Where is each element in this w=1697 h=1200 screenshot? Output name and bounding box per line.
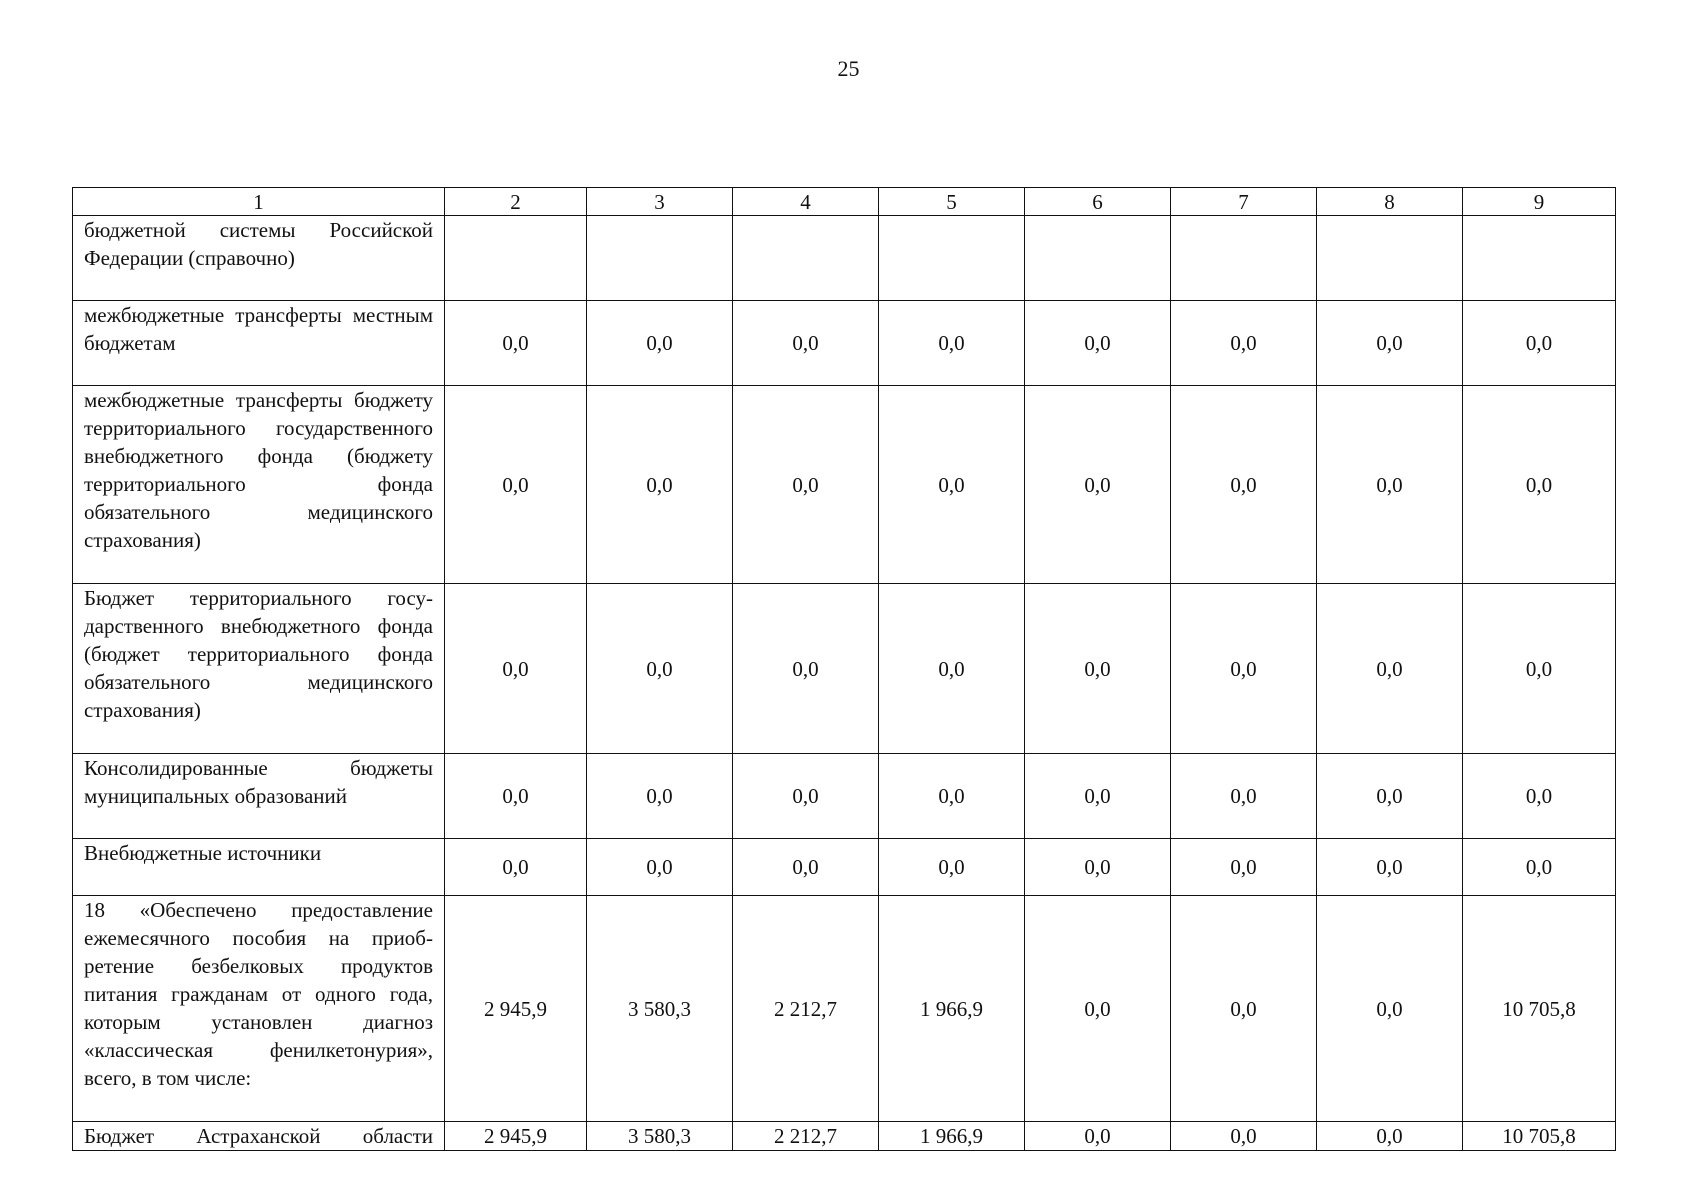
table-cell: 0,0 (879, 754, 1025, 839)
table-cell: 0,0 (1463, 301, 1616, 386)
table-cell: 0,0 (445, 386, 587, 584)
table-row (73, 584, 1616, 754)
column-header: 9 (1463, 188, 1616, 216)
table-cell: 0,0 (587, 301, 733, 386)
table-cell: 0,0 (1317, 584, 1463, 754)
table-cell: 0,0 (879, 839, 1025, 896)
row-label: бюджетной системы Российской Федерации (справочно) (73, 216, 445, 301)
table-cell: 10 705,8 (1463, 896, 1616, 1122)
table-cell: 0,0 (1171, 584, 1317, 754)
table-cell: 0,0 (445, 754, 587, 839)
column-header: 1 (73, 188, 445, 216)
table-cell: 0,0 (1317, 896, 1463, 1122)
table-cell: 0,0 (587, 386, 733, 584)
table-cell: 0,0 (1317, 754, 1463, 839)
table-cell: 0,0 (1463, 584, 1616, 754)
table-row (73, 301, 1616, 386)
row-label: 18 «Обеспечено предоставление ежемесячного пособия на приобретение безбелковых продуктов питания гражданам от одного года, которым установлен диагноз «классическая фенилкетонурия», всего, в том числе: (73, 896, 445, 1122)
table-cell: 0,0 (1025, 1122, 1171, 1151)
table-cell: 0,0 (445, 301, 587, 386)
row-label: Консолидированные бюджеты муниципальных образований (73, 754, 445, 839)
table-cell: 0,0 (445, 584, 587, 754)
table-cell: 0,0 (879, 584, 1025, 754)
page-number: 25 (837, 56, 860, 81)
table-header-row (73, 188, 1616, 216)
table-cell: 0,0 (1317, 301, 1463, 386)
table-cell: 0,0 (587, 584, 733, 754)
table-cell: 0,0 (1025, 584, 1171, 754)
column-header: 3 (587, 188, 733, 216)
table-cell: 0,0 (1171, 1122, 1317, 1151)
table-cell: 0,0 (1463, 754, 1616, 839)
table-row (73, 839, 1616, 896)
column-header: 5 (879, 188, 1025, 216)
table-cell: 0,0 (733, 754, 879, 839)
table-cell: 0,0 (1171, 896, 1317, 1122)
table-row (73, 754, 1616, 839)
table-row (73, 1122, 1616, 1151)
column-header: 6 (1025, 188, 1171, 216)
table-cell: 2 945,9 (445, 896, 587, 1122)
table-cell: 3 580,3 (587, 896, 733, 1122)
table-row (73, 386, 1616, 584)
table-cell: 0,0 (1025, 839, 1171, 896)
budget-table (72, 187, 1616, 1151)
table-cell (1171, 216, 1317, 301)
table-cell: 0,0 (1171, 839, 1317, 896)
table-cell: 0,0 (1025, 896, 1171, 1122)
table-cell: 0,0 (733, 584, 879, 754)
table-cell: 0,0 (879, 301, 1025, 386)
table-cell: 0,0 (445, 839, 587, 896)
table-cell: 2 212,7 (733, 1122, 879, 1151)
table-cell: 0,0 (1463, 839, 1616, 896)
table-cell: 0,0 (1463, 386, 1616, 584)
table-cell: 3 580,3 (587, 1122, 733, 1151)
column-header: 8 (1317, 188, 1463, 216)
table-cell: 0,0 (733, 301, 879, 386)
table-cell: 0,0 (1317, 839, 1463, 896)
row-label: Бюджет Астраханской области (73, 1122, 445, 1151)
table-cell (1317, 216, 1463, 301)
table-cell (733, 216, 879, 301)
table-row (73, 896, 1616, 1122)
table-cell: 0,0 (1025, 386, 1171, 584)
row-label: межбюджетные трансферты бюджету территориального государственного внебюджетного фонда (бюджету территориального фонда обязательного медицинского страхования) (73, 386, 445, 584)
table-cell (1025, 216, 1171, 301)
table-cell: 1 966,9 (879, 896, 1025, 1122)
row-label: Бюджет территориального государственного внебюджетного фонда (бюджет территориального фонда обязательного медицинского страхования) (73, 584, 445, 754)
table-cell: 0,0 (1171, 301, 1317, 386)
table-cell (879, 216, 1025, 301)
table-cell: 0,0 (1171, 386, 1317, 584)
row-label: межбюджетные трансферты местным бюджетам (73, 301, 445, 386)
column-header: 7 (1171, 188, 1317, 216)
table-cell: 2 212,7 (733, 896, 879, 1122)
table-cell: 0,0 (1025, 754, 1171, 839)
table-cell: 0,0 (1025, 301, 1171, 386)
table-cell: 0,0 (1317, 1122, 1463, 1151)
table-cell: 10 705,8 (1463, 1122, 1616, 1151)
column-header: 4 (733, 188, 879, 216)
table-row (73, 216, 1616, 301)
table-cell: 0,0 (733, 839, 879, 896)
table-cell (587, 216, 733, 301)
table-cell: 0,0 (879, 386, 1025, 584)
row-label: Внебюджетные источники (73, 839, 445, 896)
table-cell: 2 945,9 (445, 1122, 587, 1151)
table-cell: 0,0 (587, 754, 733, 839)
table-cell: 1 966,9 (879, 1122, 1025, 1151)
table-cell (1463, 216, 1616, 301)
column-header: 2 (445, 188, 587, 216)
table-cell: 0,0 (1171, 754, 1317, 839)
table-cell: 0,0 (1317, 386, 1463, 584)
table-cell: 0,0 (587, 839, 733, 896)
table-cell (445, 216, 587, 301)
table-cell: 0,0 (733, 386, 879, 584)
